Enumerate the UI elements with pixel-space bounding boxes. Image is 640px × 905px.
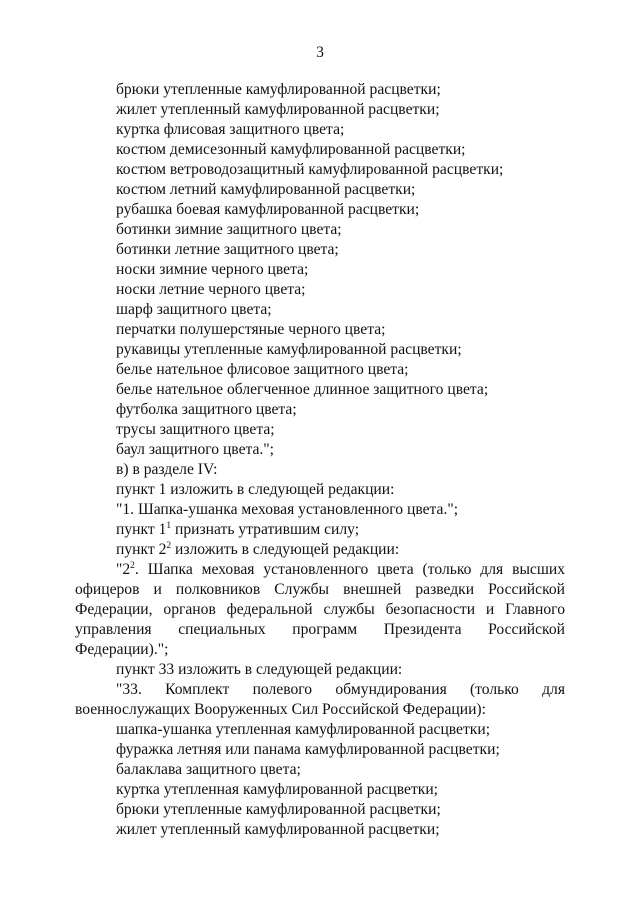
line-noski-letnie: носки летние черного цвета;: [116, 281, 306, 298]
line-furazhka: фуражка летняя или панама камуфлированной расцветки;: [116, 741, 500, 758]
line-punkt-1: пункт 1 изложить в следующей редакции:: [116, 481, 395, 498]
line-komplekt: "33. Комплект полевого обмундирования (только для: [116, 681, 565, 698]
line-botinki-zimnie: ботинки зимние защитного цвета;: [116, 221, 342, 238]
line-federatsii-end: Федерации).";: [75, 641, 169, 658]
line-zhilet: жилет утепленный камуфлированной расцветки;: [116, 101, 440, 118]
superscript: 2: [166, 541, 172, 551]
line-baul: баул защитного цвета.";: [116, 441, 275, 458]
line-botinki-letnie: ботинки летние защитного цвета;: [116, 241, 339, 258]
line-futbolka: футболка защитного цвета;: [116, 401, 297, 418]
line-sharf: шарф защитного цвета;: [116, 301, 272, 318]
line-ofitserov: офицеров и полковников Службы внешней разведки Российской: [75, 581, 565, 598]
line-perchatki: перчатки полушерстяные черного цвета;: [116, 321, 386, 338]
line-kostyum-letniy: костюм летний камуфлированной расцветки;: [116, 181, 416, 198]
line-upravleniya: управления специальных программ Президента Российской: [75, 621, 565, 638]
line-voennosluzhashchikh: военнослужащих Вооруженных Сил Российской Федерации):: [75, 701, 486, 718]
line-shapka-uteplennaya: шапка-ушанка утепленная камуфлированной расцветки;: [116, 721, 491, 738]
line-punkt-33: пункт 33 изложить в следующей редакции:: [116, 661, 403, 678]
line-bele-flis: белье нательное флисовое защитного цвета;: [116, 361, 409, 378]
line-zhilet-2: жилет утепленный камуфлированной расцветки;: [116, 821, 440, 838]
line-shapka-ushanka: "1. Шапка-ушанка меховая установленного цвета.";: [116, 501, 459, 518]
line-kurtka-uteplennaya: куртка утепленная камуфлированной расцветки;: [116, 781, 439, 798]
line-rukavitsy: рукавицы утепленные камуфлированной расцветки;: [116, 341, 462, 358]
line-bryuki: брюки утепленные камуфлированной расцветки;: [116, 81, 441, 98]
line-punkt-1-1: пункт $1^1$ признать утратившим силу;: [116, 521, 360, 538]
page-number: 3: [316, 44, 324, 61]
line-balaklava: балаклава защитного цвета;: [116, 761, 301, 778]
superscript: 1: [166, 521, 172, 531]
superscript: 2: [130, 561, 135, 571]
line-bele-oblegch: белье нательное облегченное длинное защитного цвета;: [116, 381, 489, 398]
line-federatsii-organov: Федерации, органов федеральной службы безопасности и Главного: [75, 601, 565, 618]
line-kostyum-vetro: костюм ветроводозащитный камуфлированной расцветки;: [116, 161, 504, 178]
line-trusy: трусы защитного цвета;: [116, 421, 275, 438]
line-noski-zimnie: носки зимние черного цвета;: [116, 261, 309, 278]
line-punkt-2-2: пункт $2^2$ изложить в следующей редакции:: [116, 541, 400, 558]
line-bryuki-2: брюки утепленные камуфлированной расцветки;: [116, 801, 441, 818]
line-kostyum-demisezon: костюм демисезонный камуфлированной расцветки;: [116, 141, 466, 158]
line-kurtka-flis: куртка флисовая защитного цвета;: [116, 121, 345, 138]
line-razdel-iv: в) в разделе IV:: [116, 461, 218, 478]
line-rubashka: рубашка боевая камуфлированной расцветки;: [116, 201, 420, 218]
line-shapka-mekhovaya: "$2^2$. Шапка меховая установленного цвета (только для высших: [116, 561, 565, 578]
